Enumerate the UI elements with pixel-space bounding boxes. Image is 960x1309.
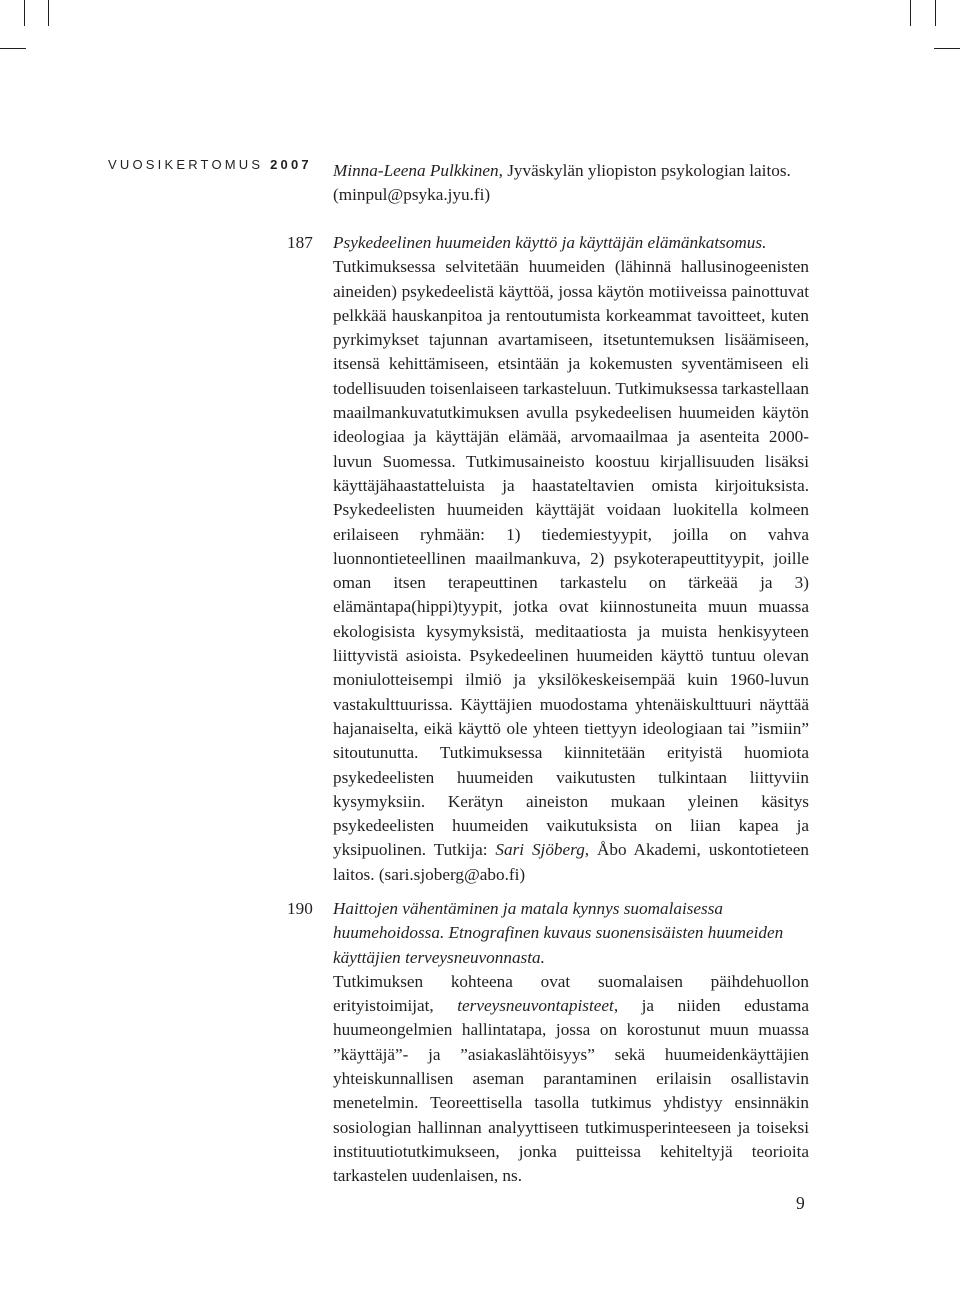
crop-mark	[910, 0, 911, 26]
entry-body-italic: terveysneuvontapisteet	[457, 996, 614, 1016]
entry-body-text: Tutkimuksessa selvitetään huumeiden (lähinnä hallusinogeenisten aineiden) psykedeelistä käyttöä, jossa käytön motiiveissa painottuvat pelkkää hauskanpitoa ja rentoutumista korkeammat tavoitteet, kuten pyrkimykset tajunnan avartamiseen, itsetuntemuksen lisäämiseen, itsensä kehittämiseen, etsintään ja kokemusten syventämiseen eli todellisuuden toisenlaiseen tarkasteluun. Tutkimuksessa tarkastellaan maailmankuvatutkimuksen avulla psykedeelisen huumeiden käytön ideologiaa ja käyttäjän elämää, arvomaailmaa ja asenteita 2000-luvun Suomessa. Tutkimusaineisto koostuu kirjallisuuden lisäksi käyttäjähaastatteluista ja haastateltavien omista kirjoituksista. Psykedeelisten huumeiden käyttäjät voidaan luokitella kolmeen erilaiseen ryhmään: 1) tiedemiestyypit, joilla on vahva luonnontieteellinen maailmankuva, 2) psykoterapeuttityypit, joille oman itsen terapeuttinen tarkastelu on tärkeää ja 3) elämäntapa(hippi)tyypit, jotka ovat kiinnostuneita muun muassa ekologisista kysymyksistä, meditaatiosta ja muista henkisyyteen liittyvistä asioista. Psykedeelinen huumeiden käyttö tuntuu olevan moniulotteisempi ilmiö ja yksilökeskeisempää kuin 1960-luvun vastakulttuurissa. Käyttäjien muodostama yhtenäiskulttuuri näyttää hajanaiselta, eikä käyttö ole yhteen tiettyyn ideologiaan tai ”ismiin” sitoutunutta. Tutkimuksessa kiinnitetään erityistä huomiota psykedeelisten huumeiden vaikutusten tulkintaan liittyviin kysymyksiin. Kerätyn aineiston mukaan yleinen käsitys psykedeelisten huumeiden vaikutuksista on liian kapea ja yksipuolinen. Tutkija:	[333, 257, 809, 860]
running-head	[108, 157, 312, 172]
crop-mark	[24, 0, 25, 26]
crop-mark	[48, 0, 49, 26]
entry-body-text: , ja niiden edustama huumeongelmien hallintatapa, jossa on korostunut muun muassa ”käyttäjä”- ja ”asiakaslähtöisyys” sekä huumeidenkäyttäjien yhteiskunnallisen aseman parantaminen erilaisin osallistavin menetelmin. Teoreettisella tasolla tutkimus yhdistyy ensinnäkin sosiologian hallinnan analyyttiseen tutkimusperinteeseen ja toiseksi instituutiotutkimukseen, jonka puitteissa kehiteltyjä teorioita tarkastelen uudenlaisen, ns.	[333, 996, 809, 1186]
researcher-affiliation: , Åbo Akademi, uskontotieteen laitos. (sari.sjoberg@abo.fi)	[333, 840, 809, 884]
crop-mark	[935, 0, 936, 26]
page-number: 9	[796, 1193, 805, 1213]
entry-title: Haittojen vähentäminen ja matala kynnys suomalaisessa huumehoidossa. Etnografinen kuvaus suonensisäisten huumeiden käyttäjien terveysneuvonnasta.	[333, 899, 784, 967]
crop-mark	[0, 48, 26, 49]
crop-mark	[934, 48, 960, 49]
entry-number: 187	[287, 233, 313, 252]
researcher-name: Sari Sjöberg	[495, 840, 585, 860]
entry-190	[287, 897, 809, 1189]
author-email[interactable]: (minpul@psyka.jyu.fi)	[333, 185, 491, 205]
entry-title: Psykedeelinen huumeiden käyttö ja käyttäjän elämänkatsomus.	[333, 233, 767, 252]
entry-continuation	[333, 159, 809, 208]
entry-number: 190	[287, 899, 313, 918]
running-head-year: 2007	[270, 157, 312, 172]
entry-187	[287, 231, 809, 887]
author-affiliation: , Jyväskylän yliopiston psykologian laitos.	[498, 161, 791, 180]
author-name: Minna-Leena Pulkkinen	[333, 161, 499, 180]
entry-body-text: Tutkimuksen kohteena ovat suomalaisen päihdehuollon erityistoimijat,	[333, 971, 809, 1016]
running-head-prefix: VUOSIKERTOMUS	[108, 157, 264, 172]
entry-body	[333, 970, 809, 1189]
entry-body	[333, 255, 809, 887]
